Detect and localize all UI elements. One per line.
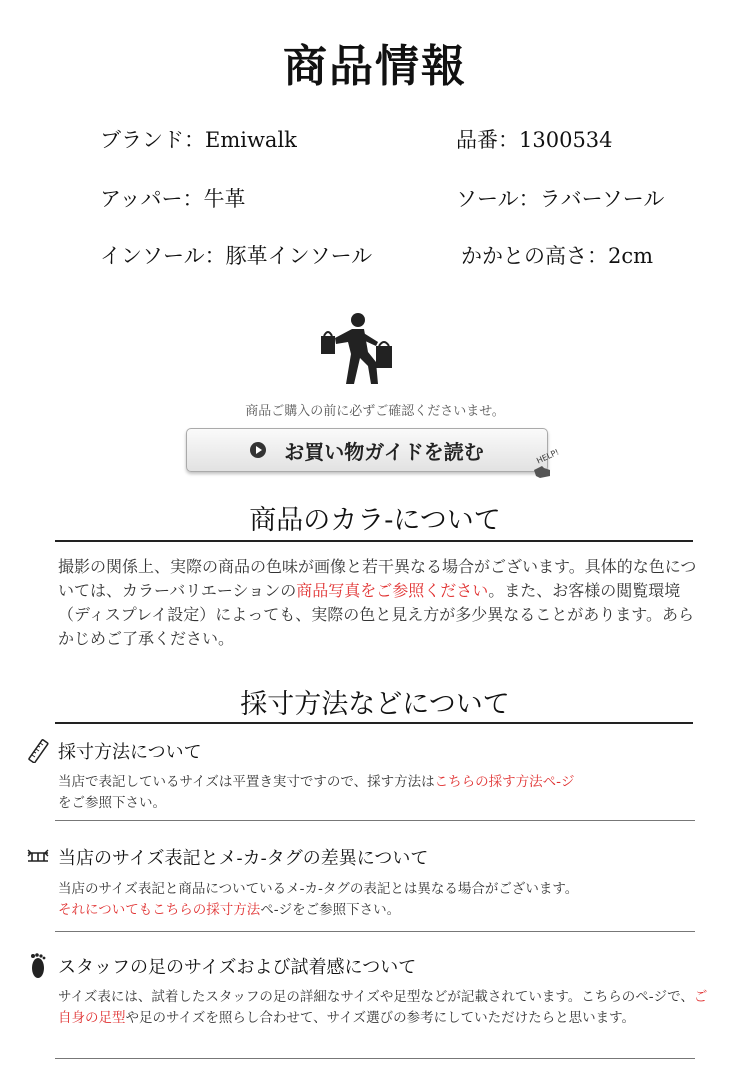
purchase-notice: 商品ご購入の前に必ずご確認くださいませ。 [245, 404, 505, 419]
divider [55, 931, 695, 932]
color-text-part-2: 。また、お客様の閲覧環境（ディスプレイ設定）によっても、実際の色と見え方が多少異なることがあります。あらかじめご了承ください。 [58, 581, 695, 648]
measure-text-part-a: 当店のサイズ表記と商品についているメ-カ-タグの表記とは異なる場合がございます。 [58, 881, 579, 897]
measure-text-part-a: 当店で表記しているサイズは平置き実寸ですので、採す方法は [58, 774, 435, 790]
shopper-icon [318, 312, 398, 388]
footprint-icon [24, 952, 52, 980]
shopping-guide-button[interactable] [186, 428, 548, 472]
measure-item-title [24, 737, 202, 765]
measure-text-part-b: ペ-ジをご参照下さい。 [260, 902, 401, 918]
spec-brand: ブランド：Emiwalk [100, 128, 297, 152]
measure-method-link[interactable]: それについてもこちらの採寸方法 [58, 902, 261, 918]
measure-item-title-text: 当店のサイズ表記とメ-カ-タグの差異について [58, 848, 429, 869]
measure-item-text [58, 879, 718, 921]
spec-sole: ソール：ラバーソール [456, 187, 665, 211]
help-badge [526, 447, 568, 488]
measure-method-link[interactable]: こちらの採す方法ペ-ジ [434, 774, 575, 790]
page-title: 商品情報 [283, 41, 467, 92]
measure-text-part-b: をご参照下さい。 [58, 795, 166, 811]
measure-section-heading: 採寸方法などについて [240, 689, 510, 720]
color-section-text [58, 555, 708, 651]
color-section-heading: 商品のカラ-について [249, 505, 501, 536]
measure-item-title [24, 952, 416, 980]
spec-insole: インソール：豚革インソール [100, 244, 373, 268]
measure-item-title-text: 採寸方法について [58, 742, 202, 763]
divider [55, 1058, 695, 1059]
own-foot-shape-link[interactable]: ご自身の足型 [58, 989, 708, 1026]
spec-item-number: 品番：1300534 [456, 128, 613, 152]
product-photo-link[interactable]: 商品写真をご参照ください [296, 581, 489, 600]
measure-item-title [24, 843, 428, 871]
measure-text-part-b: や足のサイズを照らし合わせて、サイズ選びの参考にしていただけたらと思います。 [125, 1010, 635, 1026]
measure-text-part-a: サイズ表には、試着したスタッフの足の詳細なサイズや足型などが記載されています。こちらのペ-ジで、 [58, 989, 694, 1005]
measure-item-text [58, 772, 718, 814]
spec-upper: アッパー：牛革 [100, 187, 246, 211]
measure-item-title-text: スタッフの足のサイズおよび試着感について [58, 957, 417, 978]
color-text-part-1: 撮影の関係上、実際の商品の色味が画像と若干異なる場合がございます。具体的な色については、カラーバリエーションの [58, 557, 697, 600]
spec-heel-height: かかとの高さ：2cm [461, 244, 654, 268]
scale-icon [24, 843, 52, 871]
help-label: HELP! [535, 447, 561, 466]
divider [55, 820, 695, 821]
divider [55, 540, 693, 542]
divider [55, 722, 693, 724]
pointing-hand-icon [532, 464, 552, 480]
ruler-icon [24, 737, 52, 765]
play-icon [250, 442, 266, 458]
shopping-guide-button-label: お買い物ガイドを読む [284, 439, 484, 464]
measure-item-text [58, 987, 718, 1029]
